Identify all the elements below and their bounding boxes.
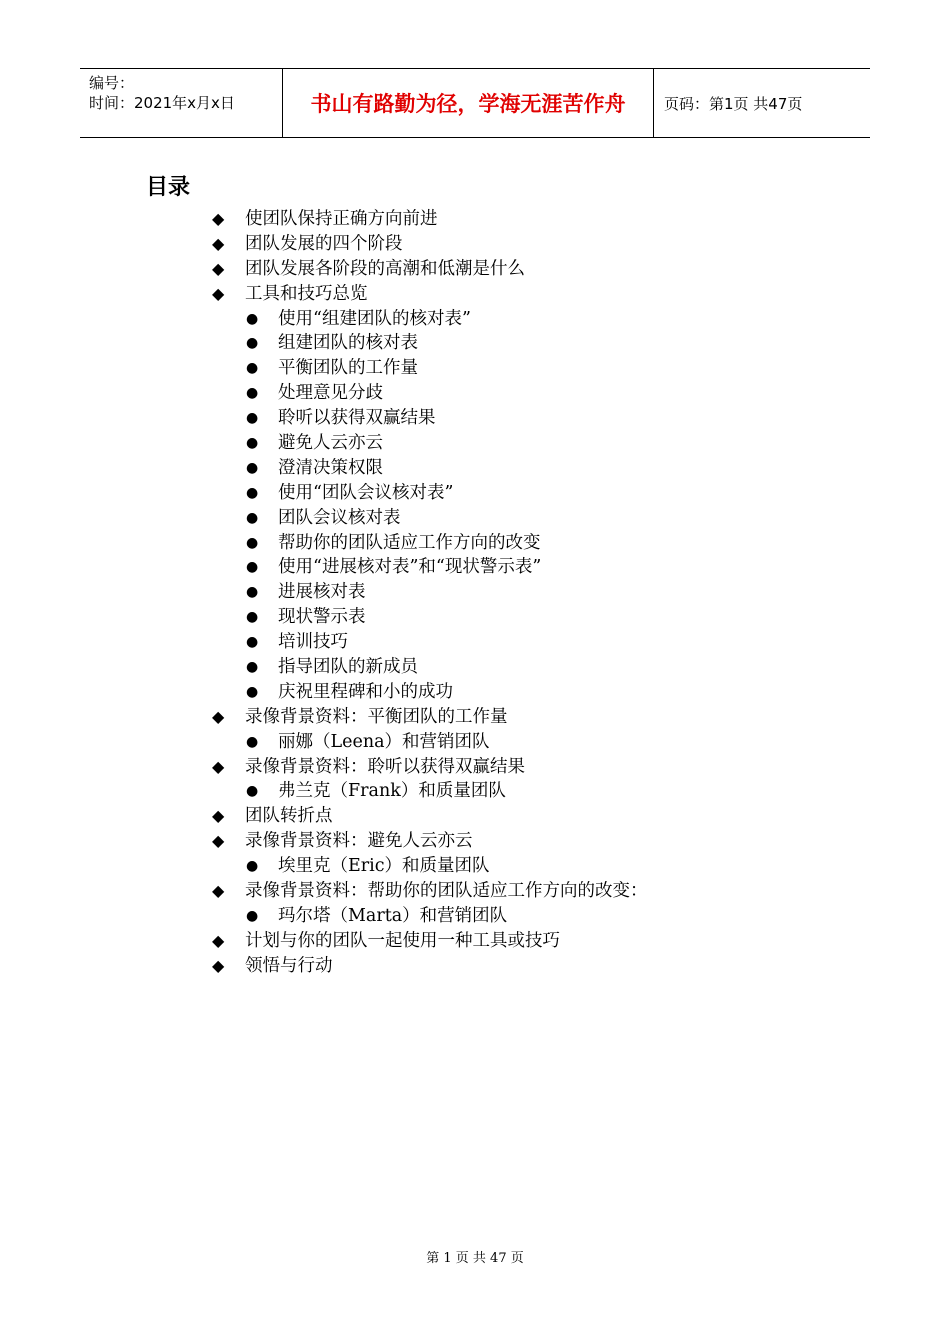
- toc-item-text: 团队发展各阶段的高潮和低潮是什么: [245, 258, 525, 279]
- toc-item: [0, 257, 648, 282]
- toc-item: [0, 282, 648, 307]
- circle-bullet-icon: ●: [246, 484, 259, 501]
- diamond-bullet-icon: ◆: [212, 831, 225, 851]
- circle-bullet-icon: ●: [246, 310, 259, 327]
- toc-item: [0, 555, 648, 580]
- circle-bullet-icon: ●: [246, 907, 259, 924]
- diamond-bullet-icon: ◆: [212, 756, 225, 776]
- toc-item: [0, 605, 648, 630]
- circle-bullet-icon: ●: [246, 385, 259, 402]
- toc-item: [0, 531, 648, 556]
- toc-item: [0, 456, 648, 481]
- toc-item: [0, 580, 648, 605]
- diamond-bullet-icon: ◆: [212, 955, 225, 975]
- toc-item-text: 领悟与行动: [245, 955, 333, 976]
- toc-item-text: 团队会议核对表: [278, 507, 401, 528]
- toc-item: [0, 630, 648, 655]
- toc-item: [0, 680, 648, 705]
- toc-item-text: 聆听以获得双赢结果: [278, 408, 436, 429]
- circle-bullet-icon: ●: [246, 509, 259, 526]
- toc-item-text: 培训技巧: [278, 632, 348, 653]
- toc-item-text: 平衡团队的工作量: [278, 358, 418, 379]
- toc-item: [0, 705, 648, 730]
- toc-item: [0, 779, 648, 804]
- toc-item-text: 帮助你的团队适应工作方向的改变: [278, 532, 541, 553]
- toc-item: [0, 804, 648, 829]
- circle-bullet-icon: ●: [246, 659, 259, 676]
- circle-bullet-icon: ●: [246, 360, 259, 377]
- circle-bullet-icon: ●: [246, 683, 259, 700]
- header-meta: [80, 69, 282, 137]
- circle-bullet-icon: ●: [246, 459, 259, 476]
- toc-item-text: 避免人云亦云: [278, 433, 383, 454]
- circle-bullet-icon: ●: [246, 858, 259, 875]
- circle-bullet-icon: ●: [246, 410, 259, 427]
- toc-item: [0, 755, 648, 780]
- toc-item: [0, 854, 648, 879]
- toc-item: [0, 232, 648, 257]
- circle-bullet-icon: ●: [246, 435, 259, 452]
- circle-bullet-icon: ●: [246, 534, 259, 551]
- toc-item-text: 录像背景资料：聆听以获得双赢结果: [245, 756, 525, 777]
- toc-item: [0, 381, 648, 406]
- toc-item-text: 澄清决策权限: [278, 457, 383, 478]
- toc-item-text: 组建团队的核对表: [278, 333, 418, 354]
- table-of-contents: [0, 207, 648, 979]
- toc-item: [0, 730, 648, 755]
- toc-item-text: 丽娜（Leena）和营销团队: [278, 731, 490, 752]
- toc-item: [0, 879, 648, 904]
- document-date-label: 时间：2021年x月x日: [89, 94, 235, 112]
- toc-item: [0, 829, 648, 854]
- toc-item-text: 团队发展的四个阶段: [245, 233, 403, 254]
- toc-item: [0, 307, 648, 332]
- circle-bullet-icon: ●: [246, 584, 259, 601]
- diamond-bullet-icon: ◆: [212, 209, 225, 228]
- toc-item-text: 现状警示表: [278, 607, 366, 628]
- toc-item: [0, 481, 648, 506]
- toc-item: [0, 954, 648, 979]
- toc-item-text: 进展核对表: [278, 582, 366, 603]
- toc-title: 目录: [146, 175, 191, 200]
- toc-item: [0, 406, 648, 431]
- toc-item-text: 玛尔塔（Marta）和营销团队: [278, 905, 508, 926]
- diamond-bullet-icon: ◆: [212, 930, 225, 950]
- circle-bullet-icon: ●: [246, 733, 259, 750]
- toc-item-text: 埃里克（Eric）和质量团队: [278, 856, 490, 877]
- circle-bullet-icon: ●: [246, 335, 259, 352]
- toc-item-text: 使用“进展核对表”和“现状警示表”: [278, 557, 542, 578]
- toc-item-text: 使用“组建团队的核对表”: [278, 308, 471, 329]
- toc-item-text: 录像背景资料：避免人云亦云: [245, 831, 473, 852]
- toc-item: [0, 506, 648, 531]
- circle-bullet-icon: ●: [246, 634, 259, 651]
- document-header: [80, 68, 870, 138]
- toc-item: [0, 904, 648, 929]
- toc-item: [0, 431, 648, 456]
- toc-item-text: 录像背景资料：平衡团队的工作量: [245, 706, 508, 727]
- toc-item-text: 使团队保持正确方向前进: [245, 209, 438, 229]
- toc-item: [0, 356, 648, 381]
- toc-item: [0, 929, 648, 954]
- toc-item: [0, 655, 648, 680]
- toc-item-text: 处理意见分歧: [278, 383, 383, 404]
- toc-item-text: 录像背景资料：帮助你的团队适应工作方向的改变：: [245, 881, 648, 902]
- diamond-bullet-icon: ◆: [212, 233, 225, 253]
- toc-item: [0, 207, 648, 232]
- toc-item-text: 团队转折点: [245, 806, 333, 827]
- header-page-info: 页码：第1页 共47页: [664, 94, 803, 113]
- toc-item-text: 弗兰克（Frank）和质量团队: [278, 781, 506, 802]
- toc-item-text: 使用“团队会议核对表”: [278, 482, 454, 503]
- diamond-bullet-icon: ◆: [212, 283, 225, 303]
- diamond-bullet-icon: ◆: [212, 706, 225, 726]
- diamond-bullet-icon: ◆: [212, 881, 225, 901]
- header-motto: 书山有路勤为径，学海无涯苦作舟: [282, 69, 654, 137]
- toc-item-text: 计划与你的团队一起使用一种工具或技巧: [245, 930, 560, 951]
- diamond-bullet-icon: ◆: [212, 806, 225, 826]
- document-number-label: 编号：: [89, 74, 135, 92]
- diamond-bullet-icon: ◆: [212, 258, 225, 278]
- page-footer: 第 1 页 共 47 页: [426, 1251, 524, 1266]
- toc-item-text: 庆祝里程碑和小的成功: [278, 681, 453, 702]
- circle-bullet-icon: ●: [246, 559, 259, 576]
- circle-bullet-icon: ●: [246, 609, 259, 626]
- toc-item-text: 指导团队的新成员: [278, 657, 418, 678]
- toc-item-text: 工具和技巧总览: [245, 283, 368, 304]
- toc-item: [0, 331, 648, 356]
- circle-bullet-icon: ●: [246, 783, 259, 800]
